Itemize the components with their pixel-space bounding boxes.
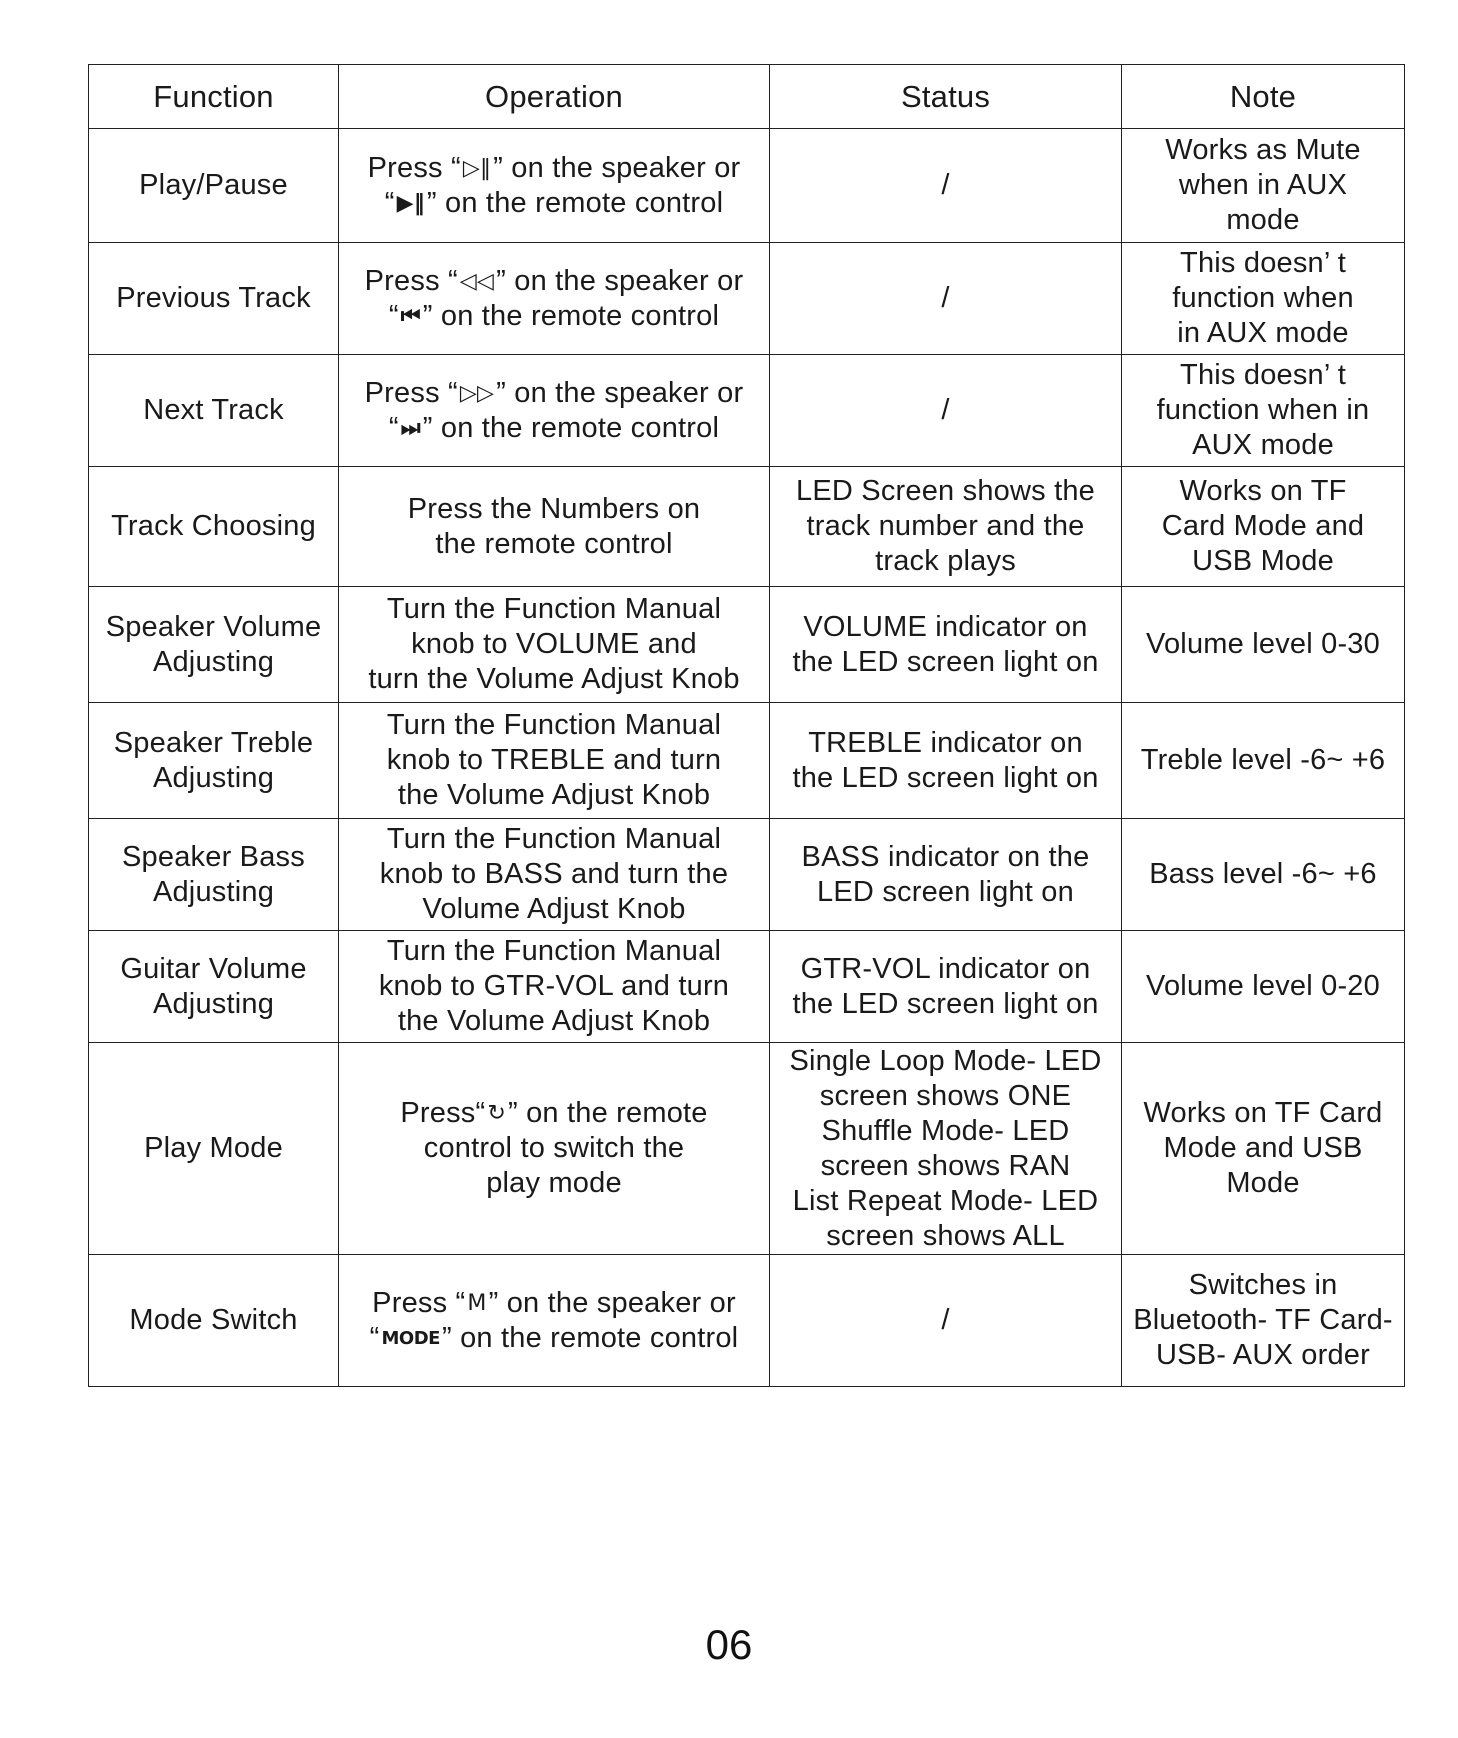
table-row <box>89 355 1405 467</box>
status-cell <box>770 819 1122 931</box>
operation-text: Turn the Function Manual <box>386 709 722 741</box>
operation-text: knob to GTR-VOL and turn <box>378 970 730 1002</box>
status-cell <box>770 587 1122 703</box>
note-cell-line: Card Mode and <box>1161 510 1365 542</box>
operation-line <box>349 186 759 221</box>
header-operation: Operation <box>339 65 770 129</box>
operation-line <box>349 857 759 892</box>
status-cell-line: the LED screen light on <box>792 987 1099 1020</box>
operation-text: Turn the Function Manual <box>386 593 722 625</box>
operation-line <box>349 1286 759 1321</box>
function-cell <box>89 129 339 243</box>
status-cell <box>770 703 1122 819</box>
status-cell-line: VOLUME indicator on <box>803 610 1088 643</box>
operation-text: “ <box>388 411 399 444</box>
table-row <box>89 467 1405 587</box>
status-cell-line: TREBLE indicator on <box>808 726 1083 759</box>
note-cell-line: Volume level 0-20 <box>1146 970 1380 1002</box>
operation-cell <box>339 703 770 819</box>
status-cell-line: Shuffle Mode- LED <box>821 1114 1070 1147</box>
note-cell-line: Switches in <box>1188 1269 1338 1301</box>
table-row <box>89 587 1405 703</box>
note-cell-line: Works as Mute <box>1165 134 1361 166</box>
status-cell-line: track plays <box>875 545 1016 577</box>
operation-text: Press “ <box>364 376 458 409</box>
function-cell-line: Speaker Treble <box>113 726 314 759</box>
note-cell-line: mode <box>1226 204 1300 236</box>
operation-text: “ <box>369 1321 380 1354</box>
function-cell-line: Speaker Volume <box>105 610 322 643</box>
operation-line <box>349 376 759 411</box>
operation-line <box>349 934 759 969</box>
operation-text: ” on the remote control <box>426 186 724 219</box>
function-cell-line: Play/Pause <box>139 169 288 201</box>
operation-text: Press “ <box>372 1286 466 1319</box>
operation-text: turn the Volume Adjust Knob <box>368 663 740 695</box>
operation-cell <box>339 467 770 587</box>
table-row <box>89 819 1405 931</box>
play-pause-icon: ▷‖ <box>462 155 492 181</box>
note-cell <box>1122 467 1405 587</box>
note-cell-line: Mode and USB <box>1163 1132 1363 1164</box>
operation-text: knob to BASS and turn the <box>379 858 729 890</box>
operation-text: ” on the speaker or <box>496 376 744 409</box>
status-cell <box>770 467 1122 587</box>
operation-line <box>349 592 759 627</box>
function-cell-line: Adjusting <box>152 987 275 1020</box>
status-cell <box>770 1043 1122 1255</box>
table-row <box>89 243 1405 355</box>
operation-text: “ <box>384 186 395 219</box>
operation-text: Turn the Function Manual <box>386 935 722 967</box>
operation-line <box>349 299 759 334</box>
operation-text: ” on the remote control <box>422 299 720 332</box>
function-cell-line: Next Track <box>143 394 284 426</box>
status-cell-line: Single Loop Mode- LED <box>789 1044 1102 1077</box>
function-cell-line: Speaker Bass <box>122 840 305 873</box>
status-cell-line: / <box>941 282 950 314</box>
operation-text: ” on the speaker or <box>493 151 741 184</box>
operation-text: the Volume Adjust Knob <box>397 1005 711 1037</box>
operation-text: control to switch the <box>423 1132 685 1164</box>
function-cell <box>89 819 339 931</box>
operation-text: Press“ <box>400 1097 486 1129</box>
note-cell-line: USB- AUX order <box>1156 1339 1370 1371</box>
status-cell <box>770 931 1122 1043</box>
note-cell <box>1122 1043 1405 1255</box>
status-cell-line: screen shows RAN <box>820 1149 1071 1182</box>
note-cell <box>1122 1255 1405 1387</box>
previous-track-icon: ◁◁ <box>459 268 495 294</box>
operation-text: play mode <box>486 1167 622 1199</box>
note-cell-line: Bluetooth- TF Card- <box>1133 1304 1393 1336</box>
header-function: Function <box>89 65 339 129</box>
status-cell-line: the LED screen light on <box>792 761 1099 794</box>
status-cell-line: screen shows ALL <box>826 1219 1065 1252</box>
note-cell <box>1122 587 1405 703</box>
operation-text: Press “ <box>367 151 461 184</box>
operation-cell <box>339 1255 770 1387</box>
table-row <box>89 931 1405 1043</box>
mode-m-icon: M <box>467 1290 487 1316</box>
repeat-mode-icon: ↻ <box>487 1101 506 1126</box>
note-cell <box>1122 819 1405 931</box>
operation-cell <box>339 1043 770 1255</box>
status-cell <box>770 1255 1122 1387</box>
function-cell-line: Track Choosing <box>111 510 316 542</box>
remote-play-pause-icon: ▶‖ <box>396 190 425 216</box>
operation-text: Turn the Function Manual <box>386 823 722 855</box>
operation-cell <box>339 129 770 243</box>
function-cell-line: Previous Track <box>116 282 311 314</box>
operation-text: Press the Numbers on <box>407 492 701 525</box>
note-cell-line: Treble level -6~ +6 <box>1140 744 1386 776</box>
function-cell-line: Adjusting <box>152 645 275 678</box>
note-cell-line: AUX mode <box>1192 429 1334 461</box>
status-cell <box>770 129 1122 243</box>
operation-text: ” on the remote control <box>441 1321 739 1354</box>
operation-line <box>349 527 759 562</box>
operation-text: Volume Adjust Knob <box>422 893 686 925</box>
operation-line <box>349 492 759 527</box>
operation-line <box>349 1166 759 1201</box>
header-note: Note <box>1122 65 1405 129</box>
table-row <box>89 129 1405 243</box>
page-number: 06 <box>705 1621 753 1668</box>
status-cell-line: BASS indicator on the <box>801 840 1090 873</box>
status-cell-line: GTR-VOL indicator on <box>800 952 1091 985</box>
note-cell <box>1122 129 1405 243</box>
operation-line <box>349 1096 759 1131</box>
operation-line <box>349 1321 759 1356</box>
operation-line <box>349 892 759 927</box>
operation-cell <box>339 819 770 931</box>
note-cell-line: function when in <box>1156 394 1370 426</box>
remote-mode-icon: MODE <box>381 1327 440 1349</box>
note-cell-line: when in AUX <box>1178 169 1348 201</box>
operation-text: the remote control <box>435 527 673 560</box>
operation-line <box>349 627 759 662</box>
function-cell-line: Adjusting <box>152 875 275 908</box>
table-body <box>89 129 1405 1387</box>
operation-cell <box>339 243 770 355</box>
operation-line <box>349 822 759 857</box>
operation-text: ” on the remote <box>507 1097 708 1129</box>
status-cell <box>770 243 1122 355</box>
status-cell-line: track number and the <box>806 510 1085 542</box>
table-row <box>89 1255 1405 1387</box>
note-cell-line: Mode <box>1226 1167 1300 1199</box>
operation-text: ” on the remote control <box>422 411 720 444</box>
operation-text: “ <box>388 299 399 332</box>
function-cell <box>89 467 339 587</box>
function-cell <box>89 931 339 1043</box>
note-cell <box>1122 931 1405 1043</box>
status-cell <box>770 355 1122 467</box>
operation-line <box>349 1131 759 1166</box>
function-table <box>88 64 1405 1387</box>
operation-cell <box>339 355 770 467</box>
operation-text: ” on the speaker or <box>488 1286 736 1319</box>
operation-line <box>349 969 759 1004</box>
status-cell-line: screen shows ONE <box>819 1079 1072 1112</box>
status-cell-line: List Repeat Mode- LED <box>792 1184 1099 1217</box>
operation-cell <box>339 587 770 703</box>
next-track-icon: ▷▷ <box>459 380 495 406</box>
operation-text: the Volume Adjust Knob <box>397 779 711 811</box>
table-row <box>89 703 1405 819</box>
note-cell <box>1122 355 1405 467</box>
note-cell-line: Volume level 0-30 <box>1146 628 1380 660</box>
remote-previous-track-icon: ⏮ <box>400 303 421 329</box>
status-cell-line: LED screen light on <box>817 875 1074 908</box>
operation-line <box>349 264 759 299</box>
function-cell <box>89 1255 339 1387</box>
operation-line <box>349 151 759 186</box>
operation-line <box>349 411 759 446</box>
operation-line <box>349 662 759 697</box>
note-cell <box>1122 703 1405 819</box>
table-header-row <box>89 65 1405 129</box>
function-cell-line: Mode Switch <box>129 1304 298 1336</box>
header-status: Status <box>770 65 1122 129</box>
status-cell-line: LED Screen shows the <box>796 475 1095 507</box>
note-cell-line: in AUX mode <box>1177 317 1349 349</box>
status-cell-line: / <box>941 1304 950 1336</box>
note-cell-line: This doesn’ t <box>1180 359 1346 391</box>
operation-text: knob to VOLUME and <box>411 628 697 660</box>
note-cell <box>1122 243 1405 355</box>
function-cell-line: Play Mode <box>144 1132 283 1164</box>
note-cell-line: Bass level -6~ +6 <box>1149 858 1377 890</box>
note-cell-line: Works on TF <box>1179 475 1347 507</box>
operation-text: Press “ <box>364 264 458 297</box>
operation-text: knob to TREBLE and turn <box>386 744 722 776</box>
operation-cell <box>339 931 770 1043</box>
function-cell-line: Adjusting <box>152 761 275 794</box>
note-cell-line: Works on TF Card <box>1143 1097 1383 1129</box>
operation-line <box>349 743 759 778</box>
function-cell <box>89 703 339 819</box>
note-cell-line: This doesn’ t <box>1180 247 1346 279</box>
function-cell <box>89 587 339 703</box>
operation-text: ” on the speaker or <box>496 264 744 297</box>
status-cell-line: / <box>941 394 950 426</box>
function-cell <box>89 355 339 467</box>
function-cell-line: Guitar Volume <box>120 952 307 985</box>
status-cell-line: the LED screen light on <box>792 645 1099 678</box>
function-cell <box>89 243 339 355</box>
operation-line <box>349 708 759 743</box>
table-row <box>89 1043 1405 1255</box>
status-cell-line: / <box>941 169 950 201</box>
note-cell-line: USB Mode <box>1192 545 1334 577</box>
operation-line <box>349 1004 759 1039</box>
note-cell-line: function when <box>1172 282 1354 314</box>
function-cell <box>89 1043 339 1255</box>
operation-line <box>349 778 759 813</box>
remote-next-track-icon: ⏭ <box>400 415 421 441</box>
